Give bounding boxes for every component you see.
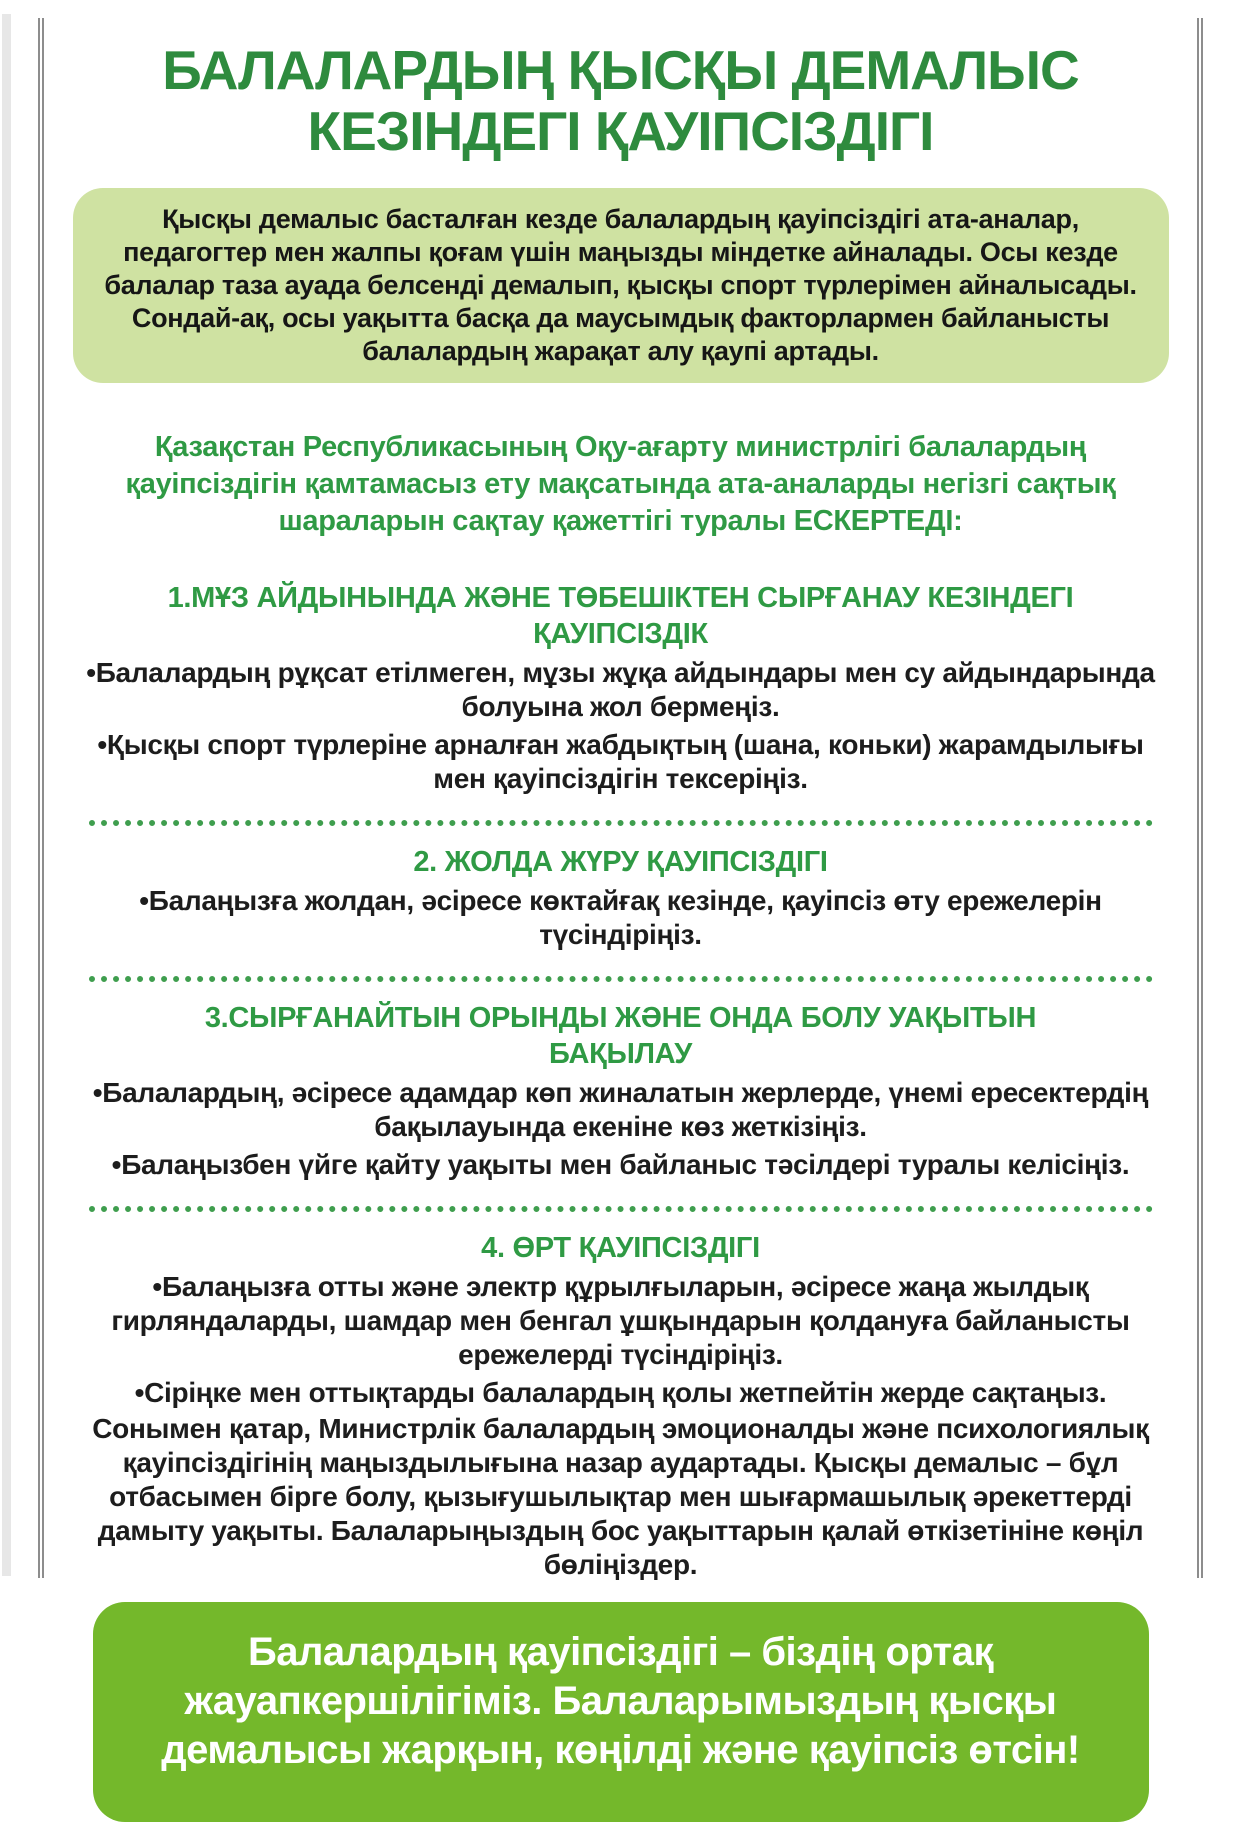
section-4-bullet-1: • Балаңызға отты және электр құрылғыларын, әсіресе жаңа жылдық гирляндаларды, шамдар мен бенгал ұшқындарын қолдануға байланысты ережелерді түсіндіріңіз. <box>81 1270 1161 1372</box>
section-4-bullet-2: • Сіріңке мен оттықтарды балалардың қолы жетпейтін жерде сақтаңыз. <box>81 1376 1161 1410</box>
dotted-separator <box>89 820 1153 826</box>
section-2-bullet-1: • Балаңызға жолдан, әсіресе көктайғақ кезінде, қауіпсіз өту ережелерін түсіндіріңіз. <box>81 884 1161 952</box>
footer-banner <box>93 1602 1149 1822</box>
section-3-heading: 3.СЫРҒАНАЙТЫН ОРЫНДЫ ЖӘНЕ ОНДА БОЛУ УАҚЫТЫН БАҚЫЛАУ <box>204 1002 1037 1070</box>
left-edge-strip <box>2 14 11 1576</box>
section-4-heading: 4. ӨРТ ҚАУІПСІЗДІГІ <box>481 1232 760 1264</box>
dotted-separator <box>89 976 1153 982</box>
section-1-heading: 1.МҰЗ АЙДЫНЫНДА ЖӘНЕ ТӨБЕШІКТЕН СЫРҒАНАУ КЕЗІНДЕГІ ҚАУІПСІЗДІК <box>167 582 1074 650</box>
ministry-notice: Қазақстан Республикасының Оқу-ағарту министрлігі балалардың қауіпсіздігін қамтамасыз ету мақсатында ата-аналарды негізгі сақтық шараларын сақтау қажеттігі туралы ЕСКЕРТЕДІ: <box>125 431 1116 537</box>
section-1-bullet-2: • Қысқы спорт түрлеріне арналған жабдықтың (шана, коньки) жарамдылығы мен қауіпсіздігін тексеріңіз. <box>81 728 1161 796</box>
intro-text: Қысқы демалыс басталған кезде балалардың қауіпсіздігі ата-аналар, педагогтер мен жалпы қоғам үшін маңызды міндетке айналады. Осы кезде балалар таза ауада белсенді демалып, қысқы спорт түрлерімен айналысады. Сондай-ақ, осы уақытта басқа да маусымдық факторлармен байланысты балалардың жарақат алу қаупі артады. <box>104 204 1137 366</box>
closing-paragraph: Сонымен қатар, Министрлік балалардың эмоционалды және психологиялық қауіпсіздігінің маңыздылығына назар аудартады. Қысқы демалыс – бұл отбасымен бірге болу, қызығушылықтар мен шығармашылық әрекеттерді дамыту уақыты. Балаларыңыздың бос уақыттарын қалай өткізетініне көңіл бөліңіздер. <box>92 1413 1149 1580</box>
dotted-separator <box>89 1206 1153 1212</box>
section-2-heading: 2. ЖОЛДА ЖҮРУ ҚАУІПСІЗДІГІ <box>413 846 828 878</box>
section-3-bullet-2: • Балаңызбен үйге қайту уақыты мен байланыс тәсілдері туралы келісіңіз. <box>81 1148 1161 1182</box>
intro-box <box>73 188 1169 383</box>
section-3-bullet-1: • Балалардың, әсіресе адамдар көп жиналатын жерлерде, үнемі ересектердің бақылауында екеніне көз жеткізіңіз. <box>81 1076 1161 1144</box>
footer-text: Балалардың қауіпсіздігі – біздің ортақ жауапкершілігіміз. Балаларымыздың қысқы демалысы жарқын, көңілді және қауіпсіз өтсін! <box>161 1630 1080 1772</box>
page-title: БАЛАЛАРДЫҢ ҚЫСҚЫ ДЕМАЛЫС КЕЗІНДЕГІ ҚАУІПСІЗДІГІ <box>162 39 1079 162</box>
section-1-bullet-1: • Балалардың рұқсат етілмеген, мұзы жұқа айдындары мен су айдындарында болуына жол бермеңіз. <box>81 656 1161 724</box>
poster-page <box>38 18 1203 1772</box>
